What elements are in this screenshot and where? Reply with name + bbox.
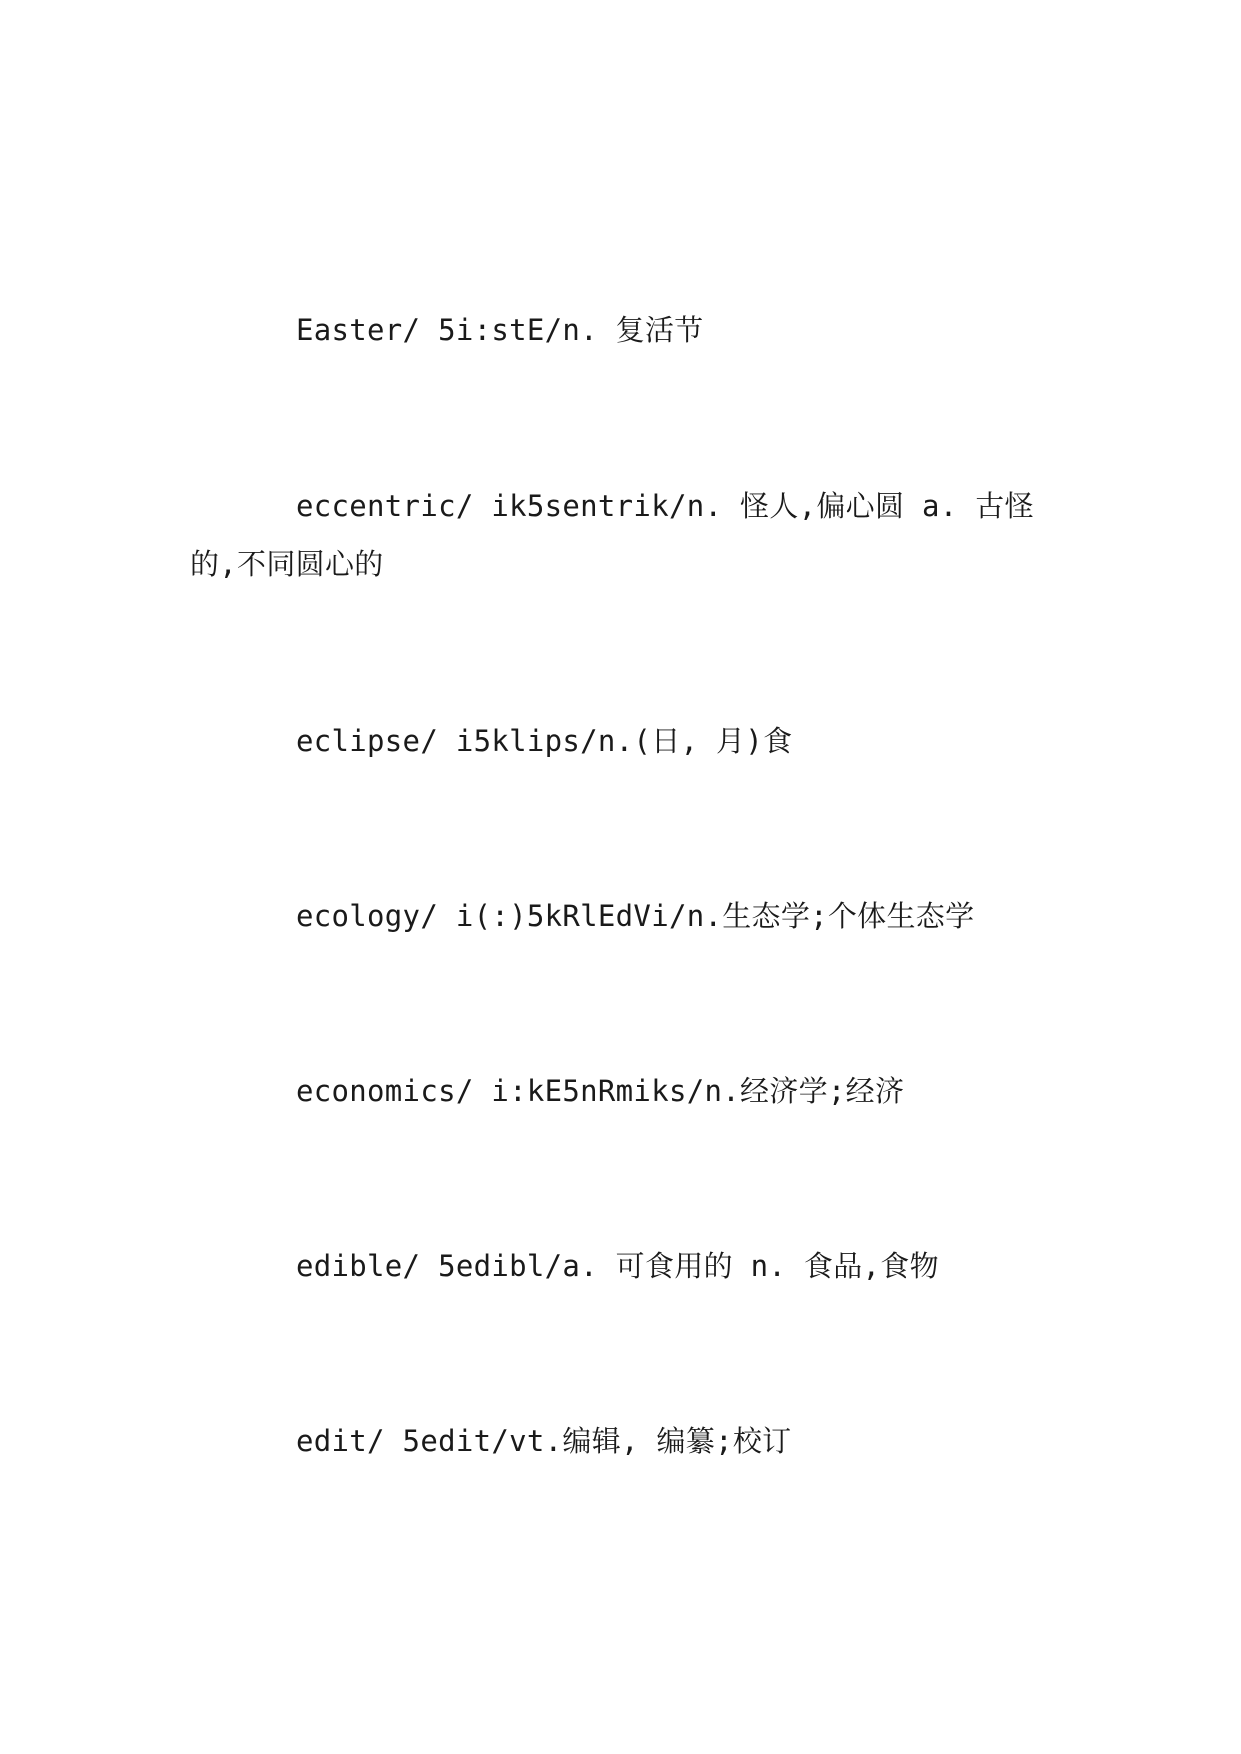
vocabulary-entry: ecology/ i(:)5kRlEdVi/n.生态学;个体生态学	[296, 899, 975, 933]
vocabulary-entry: edit/ 5edit/vt.编辑, 编纂;校订	[296, 1424, 792, 1458]
vocabulary-entry: eccentric/ ik5sentrik/n. 怪人,偏心圆 a. 古怪的,不同圆心的	[190, 489, 1034, 581]
vocabulary-entry: eclipse/ i5klips/n.(日, 月)食	[296, 724, 793, 758]
vocabulary-entry: Easter/ 5i:stE/n. 复活节	[296, 313, 704, 347]
vocabulary-entry: economics/ i:kE5nRmiks/n.经济学;经济	[296, 1074, 905, 1108]
vocabulary-entry: edible/ 5edibl/a. 可食用的 n. 食品,食物	[296, 1249, 939, 1283]
